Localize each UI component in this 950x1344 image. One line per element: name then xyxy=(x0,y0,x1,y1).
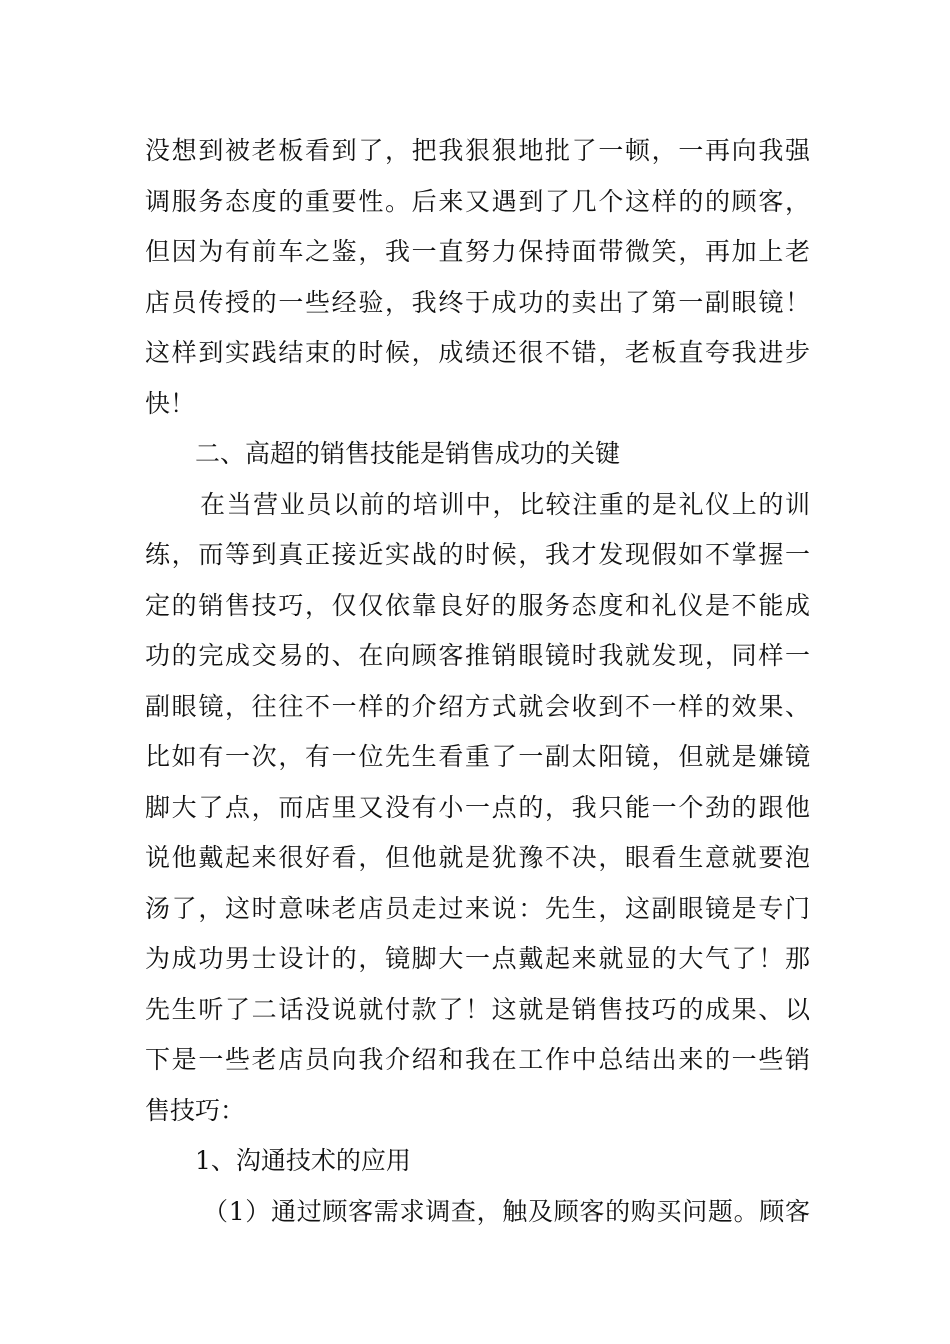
text-line: 这样到实践结束的时候，成绩还很不错，老板直夸我进步 xyxy=(145,338,810,367)
section-heading: 二、高超的销售技能是销售成功的关键 xyxy=(195,439,621,468)
text-line: 快！ xyxy=(145,388,196,418)
body-text xyxy=(145,126,810,1237)
text-line: 在当营业员以前的培训中，比较注重的是礼仪上的训 xyxy=(200,489,810,519)
text-line: 比如有一次，有一位先生看重了一副太阳镜，但就是嫌镜 xyxy=(145,742,810,771)
text-line: 定的销售技巧，仅仅依靠良好的服务态度和礼仪是不能成 xyxy=(145,590,810,620)
text-line: 没想到被老板看到了，把我狠狠地批了一顿，一再向我强 xyxy=(145,136,810,165)
text-line: 副眼镜，往往不一样的介绍方式就会收到不一样的效果、 xyxy=(145,691,810,721)
text-line: （1）通过顾客需求调查，触及顾客的购买问题。顾客 xyxy=(203,1196,810,1226)
text-line: 店员传授的一些经验，我终于成功的卖出了第一副眼镜！ xyxy=(145,287,810,317)
text-line: 售技巧： xyxy=(145,1095,246,1125)
text-line: 说他戴起来很好看，但他就是犹豫不决，眼看生意就要泡 xyxy=(145,843,810,872)
text-line: 为成功男士设计的，镜脚大一点戴起来就显的大气了！那 xyxy=(145,944,810,973)
subsection-heading: 1、沟通技术的应用 xyxy=(195,1146,411,1175)
text-line: 下是一些老店员向我介绍和我在工作中总结出来的一些销 xyxy=(145,1045,810,1074)
text-line: 调服务态度的重要性。后来又遇到了几个这样的的顾客， xyxy=(145,186,810,216)
text-line: 先生听了二话没说就付款了！这就是销售技巧的成果、以 xyxy=(145,994,810,1024)
text-line: 功的完成交易的、在向顾客推销眼镜时我就发现，同样一 xyxy=(145,641,810,670)
text-line: 脚大了点，而店里又没有小一点的，我只能一个劲的跟他 xyxy=(145,792,810,822)
text-line: 练，而等到真正接近实战的时候，我才发现假如不掌握一 xyxy=(145,540,810,569)
text-line: 但因为有前车之鉴，我一直努力保持面带微笑，再加上老 xyxy=(145,237,810,266)
text-line: 汤了，这时意味老店员走过来说：先生，这副眼镜是专门 xyxy=(145,893,810,923)
